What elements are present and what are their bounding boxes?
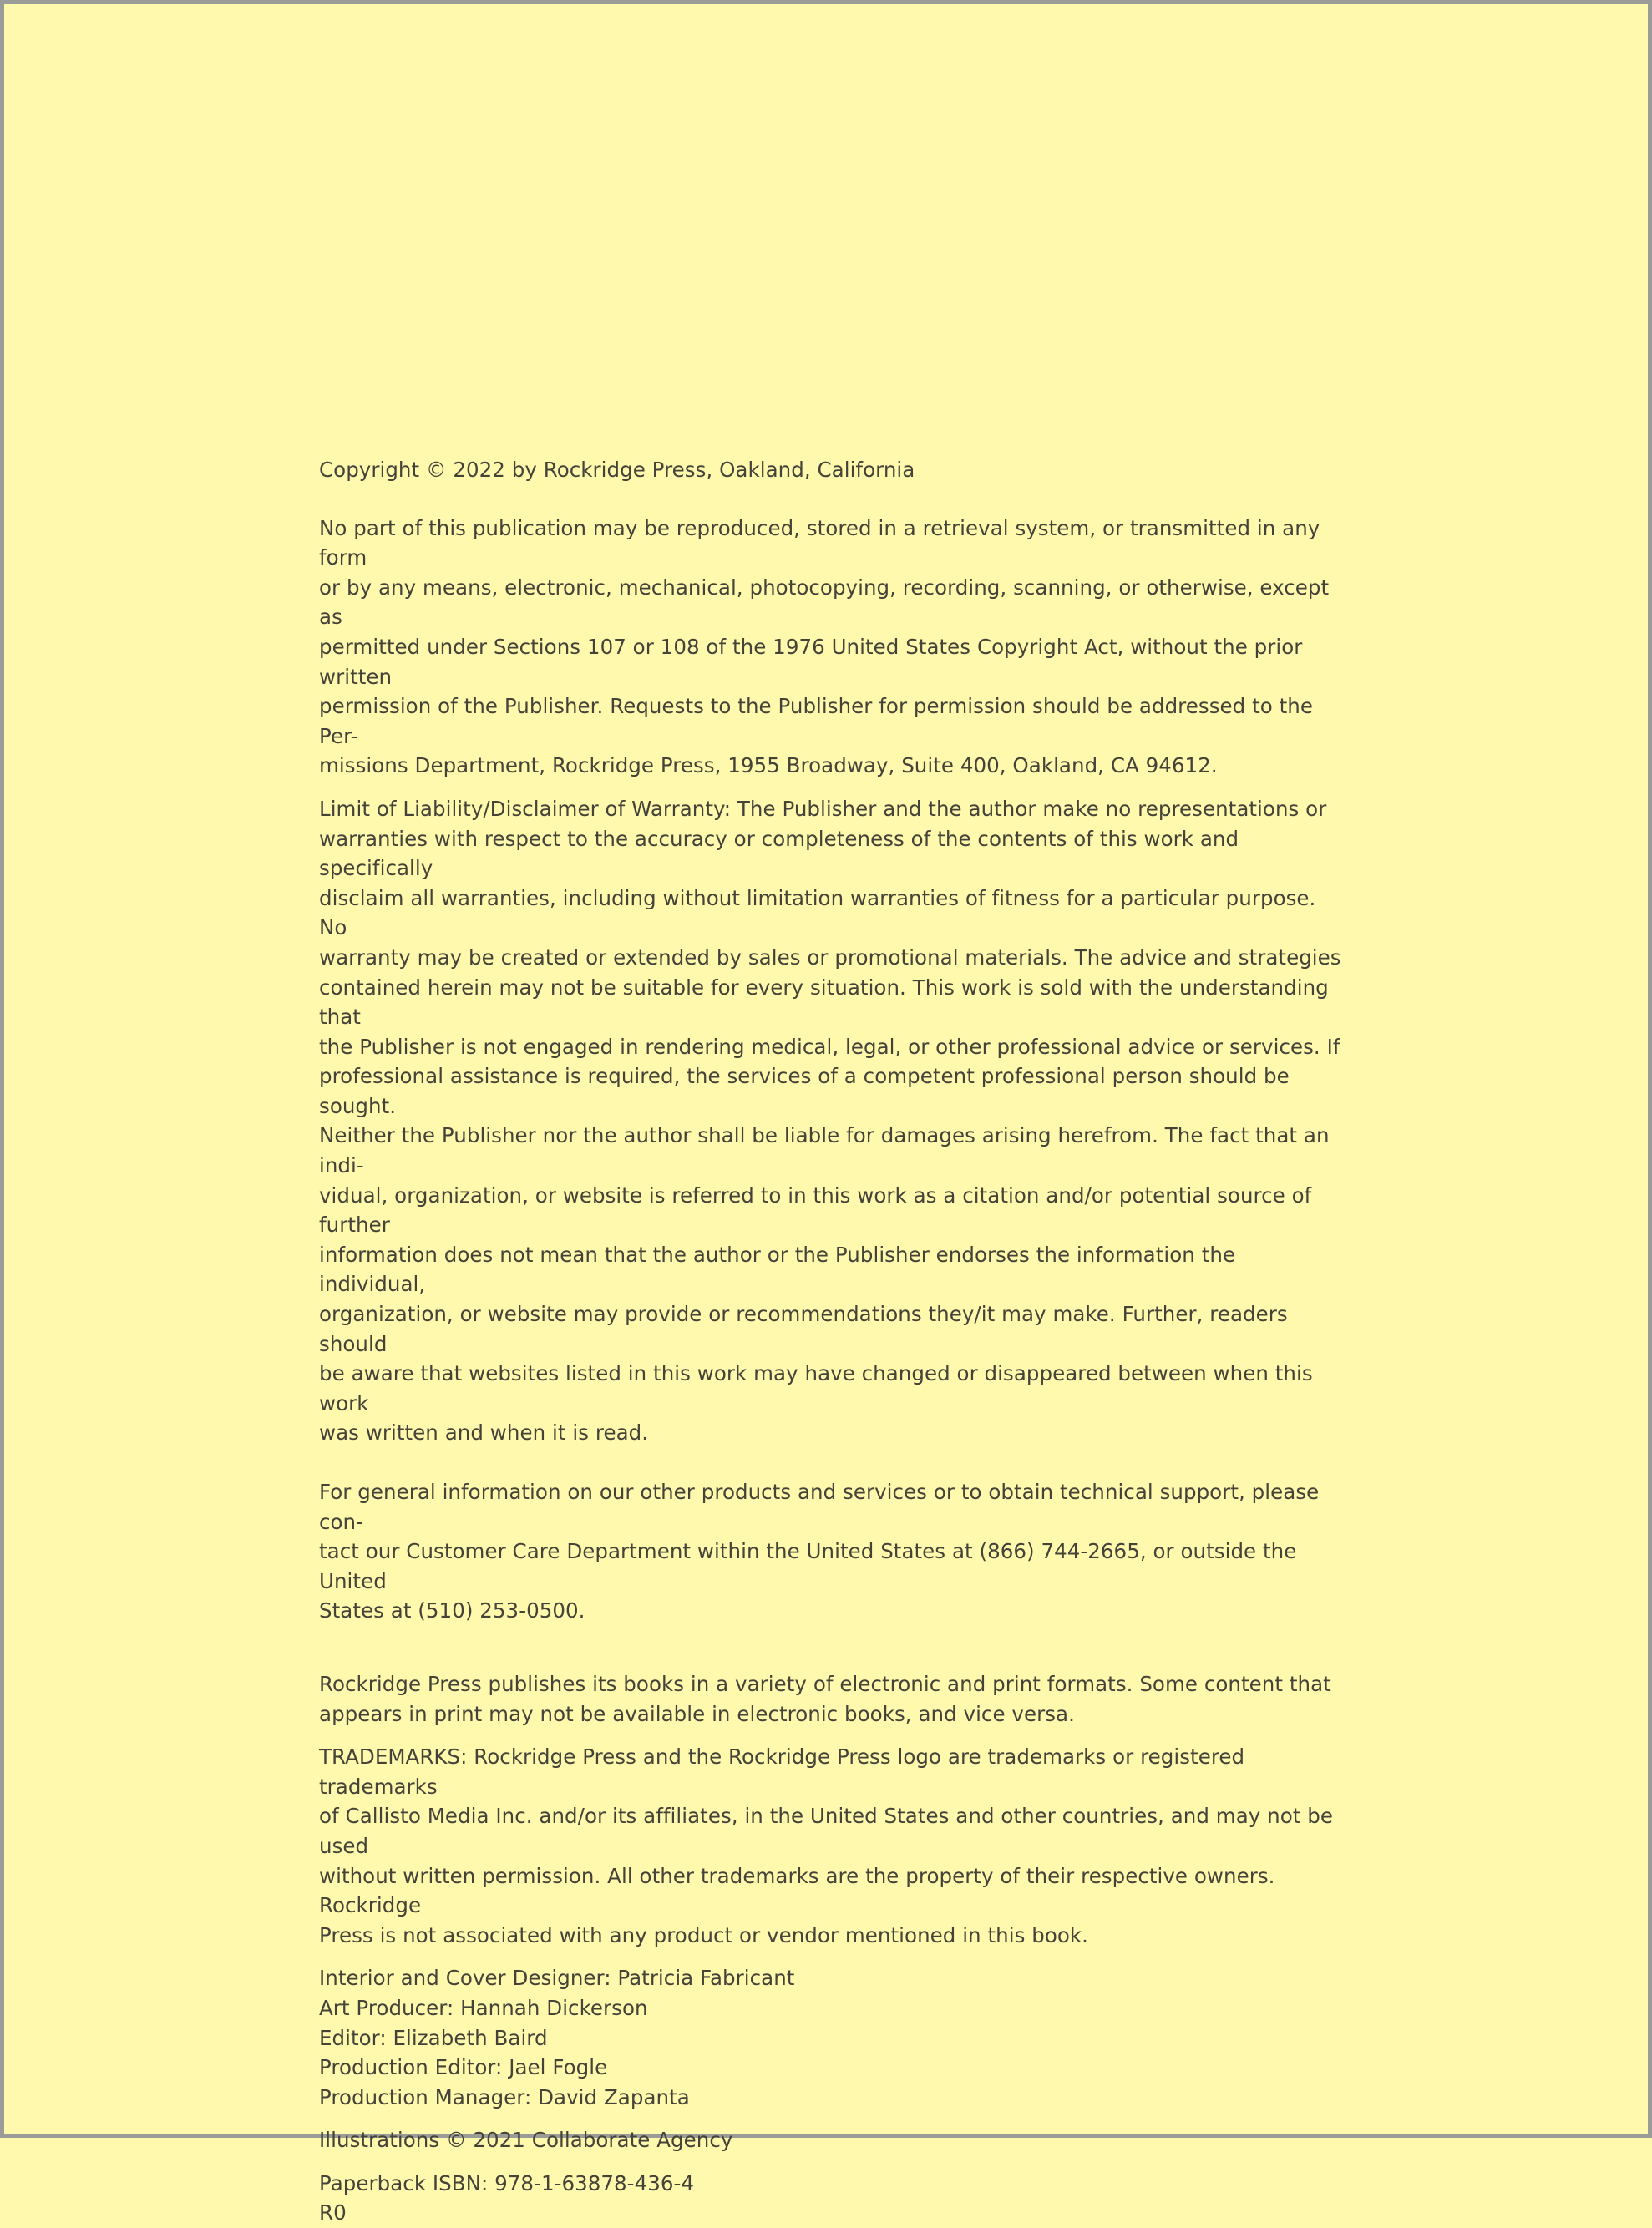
credit-production-editor: Production Editor: Jael Fogle (319, 2055, 608, 2080)
support-paragraph: For general information on our other products and services or to obtain technical support, please con- tact our Customer Care Department within the United States at (866) 744-2665, or outside the United States at (510) 253-0500. (319, 1480, 1320, 1623)
liability-paragraph: Limit of Liability/Disclaimer of Warranty: The Publisher and the author make no representations or warranties with respect to the accuracy or completeness of the contents of this work and specifically disclaim all warranties, including without limitation warranties of fitness for a particular purpose. No warranty may be created or extended by sales or promotional materials. The advice and strategies contained herein may not be suitable for every situation. This work is sold with the understanding that the Publisher is not engaged in rendering medical, legal, or other professional advice or services. If professional assistance is required, the services of a competent professional person should be sought. Neither the Publisher nor the author shall be liable for damages arising herefrom. The fact that an indi- vidual, organization, or website is referred to in this work as a citation and/or potential source of further information does not mean that the author or the Publisher endorses the information the individual, organization, or website may provide or recommendations they/it may make. Further, readers should be aware that websites listed in this work may have changed or disappeared between when this work was written and when it is read. (319, 796, 1341, 1446)
copyright-line: Copyright © 2022 by Rockridge Press, Oakland, California (319, 458, 915, 482)
trademarks-paragraph: TRADEMARKS: Rockridge Press and the Rockridge Press logo are trademarks or registered trademarks of Callisto Media Inc. and/or its affiliates, in the United States and other countries, and may not be used without written permission. All other trademarks are the property of their respective owners. Rockridge Press is not associated with any product or vendor mentioned in this book. (319, 1744, 1333, 1947)
credit-designer: Interior and Cover Designer: Patricia Fabricant (319, 1966, 795, 1991)
print-code: R0 (319, 2200, 347, 2225)
copyright-content (319, 455, 1342, 2228)
isbn: Paperback ISBN: 978-1-63878-436-4 (319, 2170, 695, 2195)
credit-art-producer: Art Producer: Hannah Dickerson (319, 1995, 648, 2020)
credits-list (319, 1963, 1342, 2112)
rights-paragraph: No part of this publication may be reproduced, stored in a retrieval system, or transmitted in any form or by any means, electronic, mechanical, photocopying, recording, scanning, or otherwise, except as permitted under Sections 107 or 108 of the 1976 United States Copyright Act, without the prior written permission of the Publisher. Requests to the Publisher for permission should be addressed to the Per- missions Department, Rockridge Press, 1955 Broadway, Suite 400, Oakland, CA 94612. (319, 515, 1330, 778)
credit-editor: Editor: Elizabeth Baird (319, 2025, 548, 2050)
credit-production-manager: Production Manager: David Zapanta (319, 2084, 690, 2109)
illustrations-credit: Illustrations © 2021 Collaborate Agency (319, 2128, 733, 2153)
formats-paragraph: Rockridge Press publishes its books in a variety of electronic and print formats. Some content that appears in print may not be available in electronic books, and vice versa. (319, 1671, 1331, 1726)
